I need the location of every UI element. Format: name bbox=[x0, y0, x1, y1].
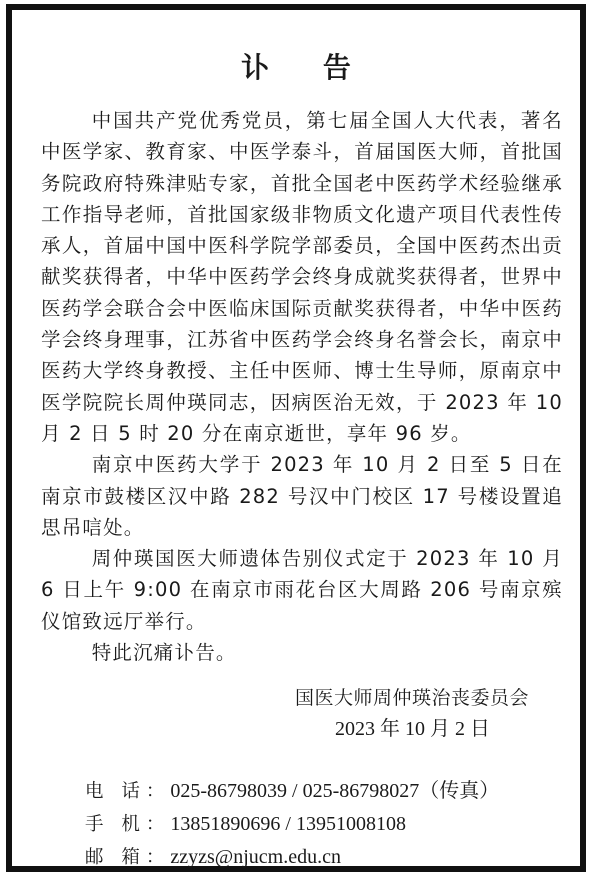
contact-email bbox=[85, 841, 499, 874]
notice-frame bbox=[6, 4, 586, 872]
contact-phone bbox=[85, 775, 499, 808]
paragraph-farewell-ceremony: 周仲瑛国医大师遗体告别仪式定于 2023 年 10 月 6 日上午 9:00 在南京市雨花台区大周路 206 号南京殡仪馆致远厅举行。 bbox=[41, 547, 563, 633]
signature-date: 2023 年 10 月 2 日 bbox=[335, 718, 490, 740]
contact-email-label: 邮 箱： bbox=[85, 847, 171, 868]
signature-organization: 国医大师周仲瑛治丧委员会 bbox=[295, 687, 530, 709]
paragraph-biography: 中国共产党优秀党员，第七届全国人大代表，著名中医学家、教育家、中医学泰斗，首届国医大师，首批国务院政府特殊津贴专家，首批全国老中医药学术经验继承工作指导老师，首批国家级非物质文化遗产项目代表性传承人，首届中国中医科学院学部委员，全国中医药杰出贡献奖获得者，中华中医药学会终身成就奖获得者，世界中医药学会联合会中医临床国际贡献奖获得者，中华中医药学会终身理事，江苏省中医药学会终身名誉会长，南京中医药大学终身教授、主任中医师、博士生导师，原南京中医学院院长周仲瑛同志，因病医治无效，于 2023 年 10 月 2 日 5 时 20 分在南京逝世，享年 96 岁。 bbox=[41, 109, 563, 445]
contact-block bbox=[85, 775, 499, 874]
contact-mobile-value: 13851890696 / 13951008108 bbox=[170, 813, 406, 835]
notice-body bbox=[41, 105, 563, 668]
contact-mobile bbox=[85, 808, 499, 841]
contact-email-value[interactable]: zzyzs@njucm.edu.cn bbox=[170, 846, 341, 868]
contact-phone-value: 025-86798039 / 025-86798027（传真） bbox=[170, 780, 500, 802]
notice-title: 讣 告 bbox=[241, 51, 373, 84]
paragraph-memorial-hall: 南京中医药大学于 2023 年 10 月 2 日至 5 日在南京市鼓楼区汉中路 282 号汉中门校区 17 号楼设置追思吊唁处。 bbox=[41, 453, 563, 539]
contact-phone-label: 电 话： bbox=[85, 781, 171, 802]
paragraph-closing: 特此沉痛讣告。 bbox=[91, 641, 237, 665]
contact-mobile-label: 手 机： bbox=[85, 814, 171, 835]
